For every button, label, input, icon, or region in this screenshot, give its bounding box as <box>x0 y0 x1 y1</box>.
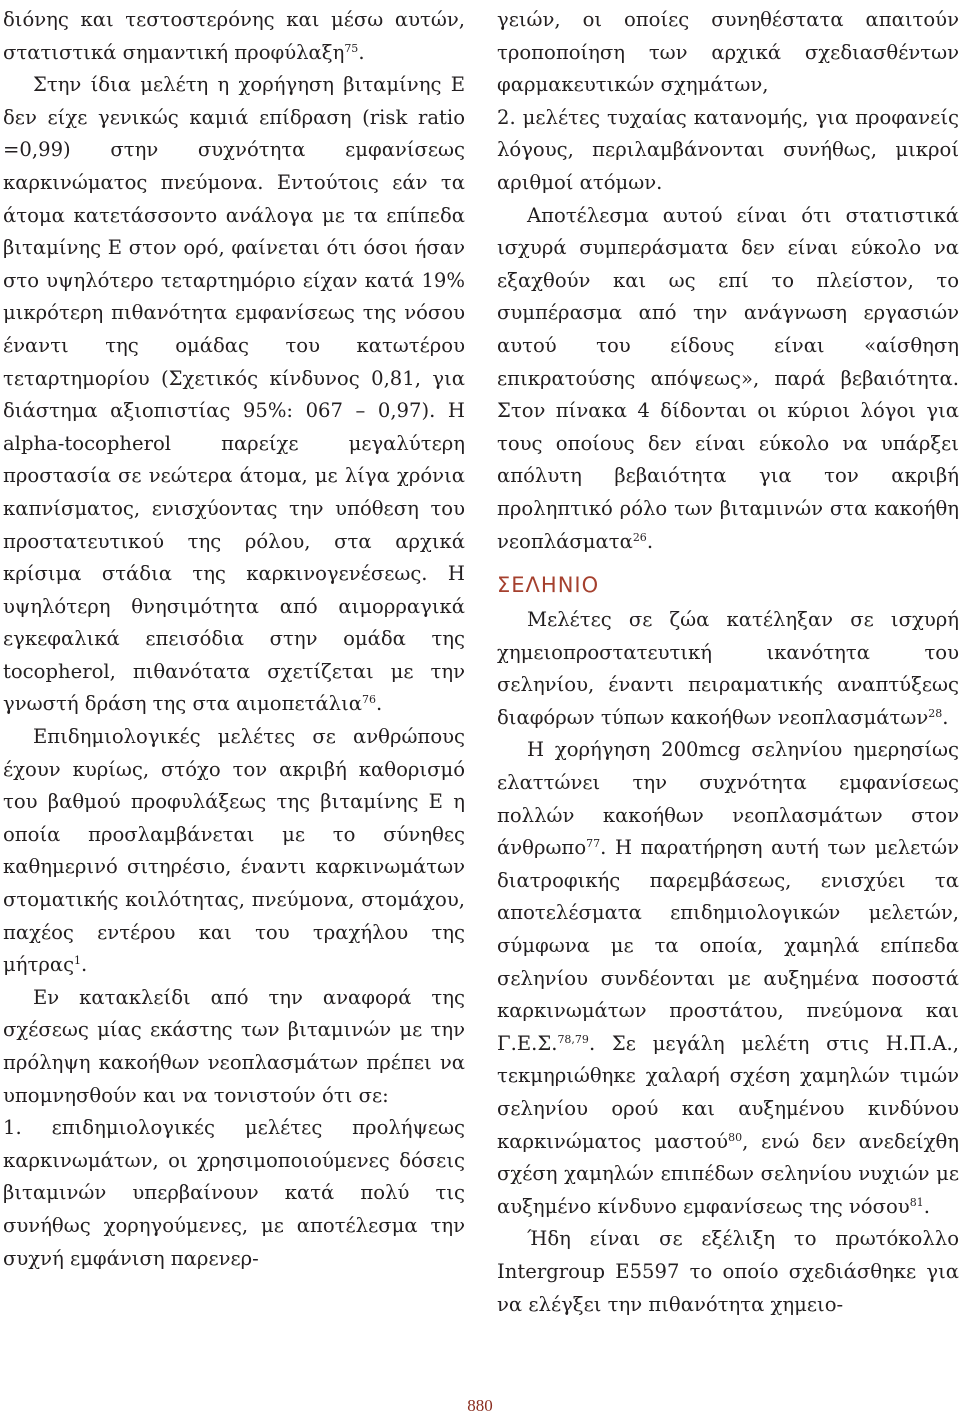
citation: 77 <box>586 837 601 851</box>
citation: 26 <box>632 530 647 544</box>
paragraph: Επιδημιολογικές μελέτες σε ανθρώπους έχουν κυρίως, στόχο τον ακριβή καθορισμό του βαθμού προφυλάξεως της βιταμίνης Ε η οποία προσλαμβάνεται με το σύνηθες καθημερινό σιτηρέσιο, έναντι καρκινωμάτων στοματικής κοιλότητας, πνεύμονα, στομάχου, παχέος εντέρου και του τραχήλου της μήτρας$^1$. <box>3 725 465 977</box>
paragraph: Η χορήγηση 200mcg σεληνίου ημερησίως ελαττώνει την συχνότητα εμφανίσεως πολλών κακοήθων νεοπλασμάτων στον άνθρωπο$^{77}$. Η παρατήρηση αυτή των μελετών διατροφικής παρεμβάσεως, ενισχύει τα αποτελέσματα επιδημιολογικών μελετών, σύμφωνα με τα οποία, χαμηλά επίπεδα σεληνίου συνδέονται με αυξημένα ποσοστά καρκινωμάτων προστάτου, πνεύμονα και Γ.Ε.Σ.$^{78,79}$. Σε μεγάλη μελέτη στις Η.Π.Α., τεκμηριώθηκε χαλαρή σχέση χαμηλών τιμών σεληνίου ορού και αυξημένου κινδύνου καρκινώματος μαστού$^{80}$, ενώ δεν ανεδείχθη σχέση χαμηλών επιπέδων σεληνίου νυχιών με αυξημένο κίνδυνο εμφανίσεως της νόσου$^{81}$. <box>497 738 959 1218</box>
citation: 1 <box>74 954 82 968</box>
paragraph: Εν κατακλείδι από την αναφορά της σχέσεως μίας εκάστης των βιταμινών με την πρόληψη κακοήθων νεοπλασμάτων πρέπει να υπομνησθούν και να τονιστούν ότι σε: <box>3 985 465 1107</box>
citation: 78,79 <box>557 1032 589 1046</box>
paragraph: Αποτέλεσμα αυτού είναι ότι στατιστικά ισχυρά συμπεράσματα δεν είναι εύκολο να εξαχθούν και ως επί το πλείστον, το συμπέρασμα από την ανάγνωση εργασιών αυτού του είδους είναι «αίσθηση επικρατούσης απόψεως», παρά βεβαιότητα. Στον πίνακα 4 δίδονται οι κύριοι λόγοι για τους οποίους δεν είναι εύκολο να υπάρξει απόλυτη βεβαιότητα για τον ακριβή προληπτικό ρόλο των βιταμινών στα κακοήθη νεοπλάσματα$^{26}$. <box>497 203 959 553</box>
citation: 81 <box>909 1195 924 1209</box>
left-column <box>3 4 465 1275</box>
right-column <box>497 4 959 1321</box>
list-item: 2. μελέτες τυχαίας κατανομής, για προφανείς λόγους, περιλαμβάνονται συνήθως, μικροί αριθμοί ατόμων. <box>497 105 959 194</box>
citation: 76 <box>362 693 377 707</box>
citation: 75 <box>344 41 359 55</box>
paragraph: διόνης και τεστοστερόνης και μέσω αυτών, στατιστικά σημαντική προφύλαξη$^{75}$. <box>3 8 465 64</box>
citation: 80 <box>728 1130 743 1144</box>
paragraph: Στην ίδια μελέτη η χορήγηση βιταμίνης Ε δεν είχε γενικώς καμιά επίδραση (risk ratio =0,99) στην συχνότητα εμφανίσεως καρκινώματος πνεύμονα. Εντούτοις εάν τα άτομα κατετάσσοντο ανάλογα με τα επίπεδα βιταμίνης Ε στον ορό, φαίνεται ότι όσοι ήσαν στο υψηλότερο τεταρτημόριο είχαν κατά 19% μικρότερη πιθανότητα εμφανίσεως της νόσου έναντι της ομάδας του κατωτέρου τεταρτημορίου (Σχετικός κίνδυνος 0,81, για διάστημα αξιοπιστίας 95%: 067 – 0,97). Η alpha-tocopherol παρείχε μεγαλύτερη προστασία σε νεώτερα άτομα, με λίγα χρόνια καπνίσματος, ενισχύοντας την υπόθεση του προστατευτικού της ρόλου, στα αρχικά κρίσιμα στάδια της καρκινογενέσεως. Η υψηλότερη θνησιμότητα από αιμορραγικά εγκεφαλικά επεισόδια στην ομάδα της tocopherol, πιθανότατα σχετίζεται με την γνωστή δράση της στα αιμοπετάλια$^{76}$. <box>3 73 465 716</box>
section-heading: ΣΕΛΗΝΙΟ <box>497 573 600 598</box>
paragraph: Μελέτες σε ζώα κατέληξαν σε ισχυρή χημειοπροστατευτική ικανότητα του σεληνίου, έναντι πειραματικής αναπτύξεως διαφόρων τύπων κακοήθων νεοπλασμάτων$^{28}$. <box>497 608 959 729</box>
page-number: 880 <box>467 1396 493 1415</box>
citation: 28 <box>928 706 943 720</box>
paragraph: Ήδη είναι σε εξέλιξη το πρωτόκολλο Intergroup E5597 το οποίο σχεδιάσθηκε για να ελέγξει την πιθανότητα χημειο- <box>497 1227 959 1316</box>
paragraph: γειών, οι οποίες συνηθέστατα απαιτούν τροποποίηση των αρχικά σχεδιασθέντων φαρμακευτικών σχημάτων, <box>497 8 959 97</box>
list-item: 1. επιδημιολογικές μελέτες προλήψεως καρκινωμάτων, οι χρησιμοποιούμενες δόσεις βιταμινών υπερβαίνουν κατά πολύ τις συνήθως χορηγούμενες, με αποτέλεσμα την συχνή εμφάνιση παρενερ- <box>3 1116 465 1270</box>
